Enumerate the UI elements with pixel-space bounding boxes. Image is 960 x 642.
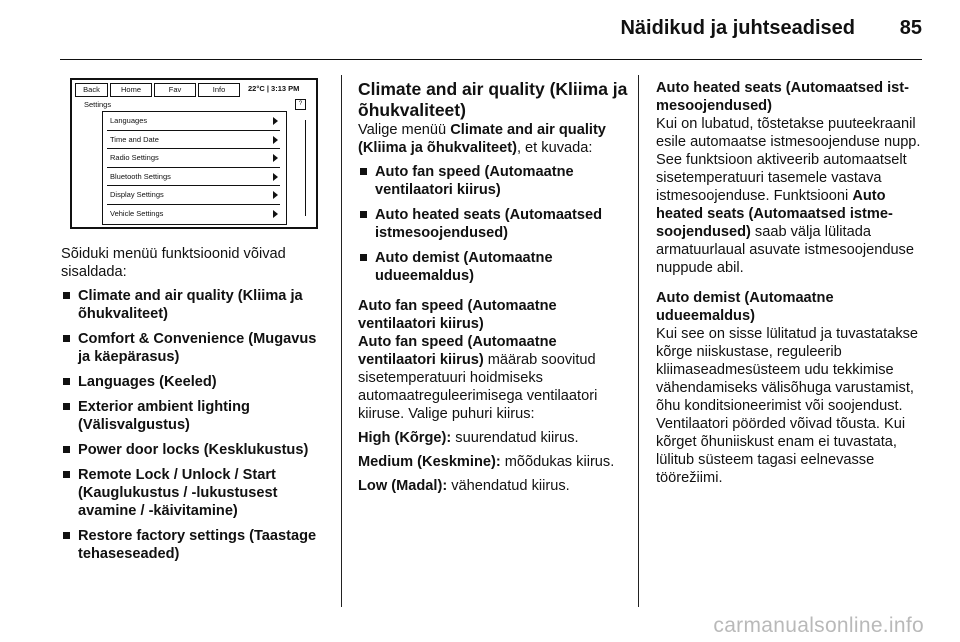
menu-item-label: Radio Settings (110, 153, 159, 163)
menu-item (107, 186, 280, 205)
list-item: Restore factory settings (Taastage tehaseseaded) (61, 527, 331, 563)
list-item: Comfort & Convenience (Mugavus ja käepärasus) (61, 330, 331, 366)
menu-item-label: Vehicle Settings (110, 208, 164, 218)
subsection-heading: Auto demist (Automaatne udueemaldus) (656, 290, 834, 324)
list-item: Remote Lock / Unlock / Start (Kauglukustus / -lukustusest avamine / -käivitamine) (61, 466, 331, 520)
chevron-right-icon (273, 191, 278, 199)
list-item: Auto demist (Automaatne udueemaldus) (358, 249, 630, 285)
intro-text: Sõiduki menüü funktsioonid võivad sisaldada: (61, 246, 286, 280)
section-intro (358, 121, 630, 157)
medium-text: mõõdukas kiirus. (500, 454, 615, 470)
subsection-heading: Auto heated seats (Automaatsed istmesoojendused) (656, 80, 910, 114)
list-item: Climate and air quality (Kliima ja õhukvaliteet) (61, 287, 331, 323)
screen-tab-bar (75, 83, 313, 97)
demist-description: Kui see on sisse lülitatud ja tuvastatakse kõrge niiskustase, reguleerib kliimaseadmesüsteem udu tekkimise vähendamiseks välisõhuga varustamist, õhu konditsioneerimist või soojendust. Ventilaatori pöörded võivad tõusta. Kui kõrget õhuniiskust enam ei tuvastata, lülitub süsteem tagasi eelnevasse töörežiimi. (656, 326, 919, 486)
page-number: 85 (899, 17, 922, 39)
column-divider (638, 75, 639, 607)
menu-item-label: Display Settings (110, 190, 164, 200)
screen-menu (102, 111, 287, 225)
menu-item (107, 112, 280, 131)
menu-item-label: Languages (110, 116, 148, 125)
header-rule (60, 59, 922, 60)
menu-item (107, 205, 280, 223)
seats-text: saab välja lülitada armatuurlaual asuvate istmesoojenduse nuppude abil. (656, 224, 914, 276)
page-header-title: Näidikud ja juhtseadised (620, 17, 855, 39)
fan-text: määrab soovitud sisetemperatuuri hoidmiseks automaatreguleerimisega ventilaatori kiiruse. Valige puhuri kiirus: (358, 352, 598, 422)
screen-tab-back: Back (75, 83, 108, 97)
high-text: suurendatud kiirus. (451, 430, 579, 446)
chevron-right-icon (273, 154, 278, 162)
chevron-right-icon (273, 210, 278, 218)
vehicle-menu-list (61, 287, 331, 563)
high-setting (358, 429, 630, 447)
screen-status: 22°C | 3:13 PM (248, 84, 300, 93)
chevron-right-icon (273, 173, 278, 181)
seats-text: Kui on lubatud, tõstetakse puuteekraanil esile automaatse istmesoojenduse nupp. See funktsioon aktiveerib automaatselt sisetemperatuuri tasemele vastava istmesoojenduse. Funktsiooni (656, 116, 921, 204)
menu-item (107, 131, 280, 150)
climate-options-list (358, 163, 630, 285)
screen-tab-fav: Fav (154, 83, 196, 97)
low-text: vähendatud kiirus. (447, 478, 570, 494)
list-item: Languages (Keeled) (61, 373, 331, 391)
intro-text: Valige menüü (358, 122, 451, 138)
fan-bold: Auto fan speed (Automaatne ventilaatori kiirus) (358, 334, 557, 368)
section-heading: Climate and air quality (Kliima ja õhukvaliteet) (358, 79, 628, 120)
menu-item (107, 168, 280, 187)
medium-setting (358, 453, 630, 471)
settings-screen-illustration (70, 78, 318, 229)
intro-bold: Climate and air quality (Kliima ja õhukvaliteet) (358, 122, 606, 156)
fan-description (358, 333, 630, 423)
column-divider (341, 75, 342, 607)
help-icon: ? (295, 99, 306, 110)
column-left (61, 245, 331, 570)
list-item: Exterior ambient lighting (Välisvalgustus) (61, 398, 331, 434)
list-item: Auto fan speed (Automaatne ventilaatori kiirus) (358, 163, 630, 199)
watermark-brand: carmanualsonline.info (713, 614, 924, 637)
list-item: Auto heated seats (Automaatsed istmesoojendused) (358, 206, 630, 242)
screen-title: Settings (84, 100, 112, 109)
menu-item-label: Time and Date (110, 134, 159, 144)
column-right (656, 79, 924, 493)
menu-item (107, 149, 280, 168)
low-setting (358, 477, 630, 495)
seats-bold: Auto heated seats (Automaatsed istmesoojendused) (656, 188, 893, 240)
menu-item-label: Bluetooth Settings (110, 171, 171, 181)
list-item: Power door locks (Kesklukustus) (61, 441, 331, 459)
seats-description (656, 115, 924, 277)
chevron-right-icon (273, 136, 278, 144)
screen-tab-home: Home (110, 83, 152, 97)
column-middle (358, 79, 630, 501)
screen-scrollbar (305, 120, 309, 216)
screen-tab-info: Info (198, 83, 240, 97)
chevron-right-icon (273, 117, 278, 125)
high-label: High (Kõrge): (358, 430, 452, 446)
subsection-heading: Auto fan speed (Automaatne ventilaatori kiirus) (358, 298, 557, 332)
low-label: Low (Madal): (358, 478, 448, 494)
intro-text: , et kuvada: (516, 140, 593, 156)
medium-label: Medium (Keskmine): (358, 454, 501, 470)
